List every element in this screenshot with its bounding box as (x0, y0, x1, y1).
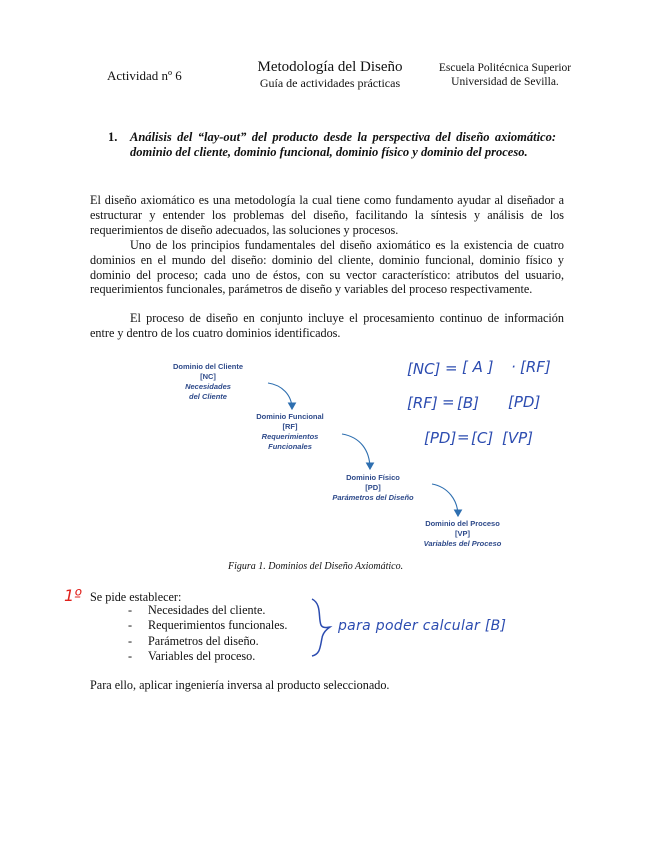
eq1-lhs: [NC] (407, 360, 441, 378)
domain-client (158, 362, 258, 402)
margin-mark-text: 1º (64, 586, 82, 605)
eq3-equals: = (457, 428, 470, 446)
eq1-equals: = (445, 359, 458, 377)
domain-functional-code: [RF] (282, 422, 298, 431)
request-list (128, 603, 287, 664)
list-item: - Necesidades del cliente. (128, 603, 287, 618)
domain-client-code: [NC] (200, 372, 216, 381)
handwritten-note: para poder calcular [B] (338, 618, 507, 634)
domain-client-name: Dominio del Cliente (172, 362, 243, 371)
eq2-equals: = (442, 393, 455, 411)
paragraph-2: Uno de los principios fundamentales del diseño axiomático es la existencia de cuatro dominios en el mundo del diseño: dominio del cliente, dominio funcional, dominio físico y dominio del proceso; cada uno de éstos, con su vector característico: atributos del usuario, requerimientos funcionales, parámetros de diseño y variables del proceso respectivamente. (90, 238, 564, 297)
domain-physical-name: Dominio Físico (346, 473, 400, 482)
institution (425, 61, 585, 89)
eq2-matrix: [B] (457, 394, 479, 412)
section-title: Análisis del “lay-out” del producto desde la perspectiva del diseño axiomático: dominio del cliente, dominio funcional, dominio físico y dominio del proceso. (130, 130, 556, 159)
course-heading (235, 58, 425, 90)
domain-functional-name: Dominio Funcional (256, 412, 324, 421)
request-intro: Se pide establecer: (90, 590, 182, 604)
handwritten-brace-icon (308, 596, 334, 658)
eq3-matrix: [C] (471, 429, 494, 447)
margin-mark (62, 582, 88, 606)
eq3-lhs: [PD] (424, 429, 457, 447)
domain-client-vector-2: del Cliente (189, 392, 227, 401)
eq2-lhs: [RF] (407, 394, 438, 412)
domain-functional-vector-2: Funcionales (268, 442, 312, 451)
arrow-3-icon (432, 484, 458, 516)
handwritten-equations (395, 350, 575, 460)
closing-sentence: Para ello, aplicar ingeniería inversa al producto seleccionado. (90, 678, 390, 692)
list-item: - Variables del proceso. (128, 649, 287, 664)
course-title: Metodología del Diseño (257, 59, 403, 75)
eq1-matrix: [ A ] (462, 358, 494, 376)
domain-process (410, 519, 515, 549)
domain-process-name: Dominio del Proceso (425, 519, 500, 528)
domain-physical (318, 473, 428, 503)
eq3-rhs: [VP] (502, 429, 534, 447)
domain-functional-vector-1: Requerimientos (261, 432, 319, 441)
domain-physical-vector: Parámetros del Diseño (332, 493, 414, 502)
section-number: 1. (108, 130, 118, 144)
list-item: - Parámetros del diseño. (128, 634, 287, 649)
paragraph-3: El proceso de diseño en conjunto incluye el procesamiento continuo de información entre y dentro de los cuatro dominios identificados. (90, 311, 564, 340)
domain-process-code: [VP] (455, 529, 470, 538)
domain-process-vector: Variables del Proceso (423, 539, 502, 548)
eq1-rhs: [RF] (520, 358, 551, 376)
domain-client-vector-1: Necesidades (185, 382, 231, 391)
domain-physical-code: [PD] (365, 483, 381, 492)
domain-functional (240, 412, 340, 452)
school-name: Escuela Politécnica Superior (438, 62, 572, 74)
university-name: Universidad de Sevilla. (451, 76, 559, 88)
arrow-2-icon (342, 434, 370, 469)
activity-label: Actividad nº 6 (107, 68, 182, 83)
arrow-1-icon (268, 383, 292, 409)
eq2-rhs: [PD] (508, 393, 541, 411)
eq1-dot: · (511, 358, 516, 376)
section-heading (108, 130, 556, 160)
paragraph-1: El diseño axiomático es una metodología la cual tiene como fundamento ayudar al diseñador a estructurar y entender los problemas del diseño, facilitando la síntesis y análisis de los requerimientos de diseño adecuados, las soluciones y procesos. (90, 193, 564, 237)
course-subtitle: Guía de actividades prácticas (259, 76, 401, 90)
list-item: - Requerimientos funcionales. (128, 618, 287, 633)
figure-caption: Figura 1. Dominios del Diseño Axiomático. (228, 561, 404, 572)
